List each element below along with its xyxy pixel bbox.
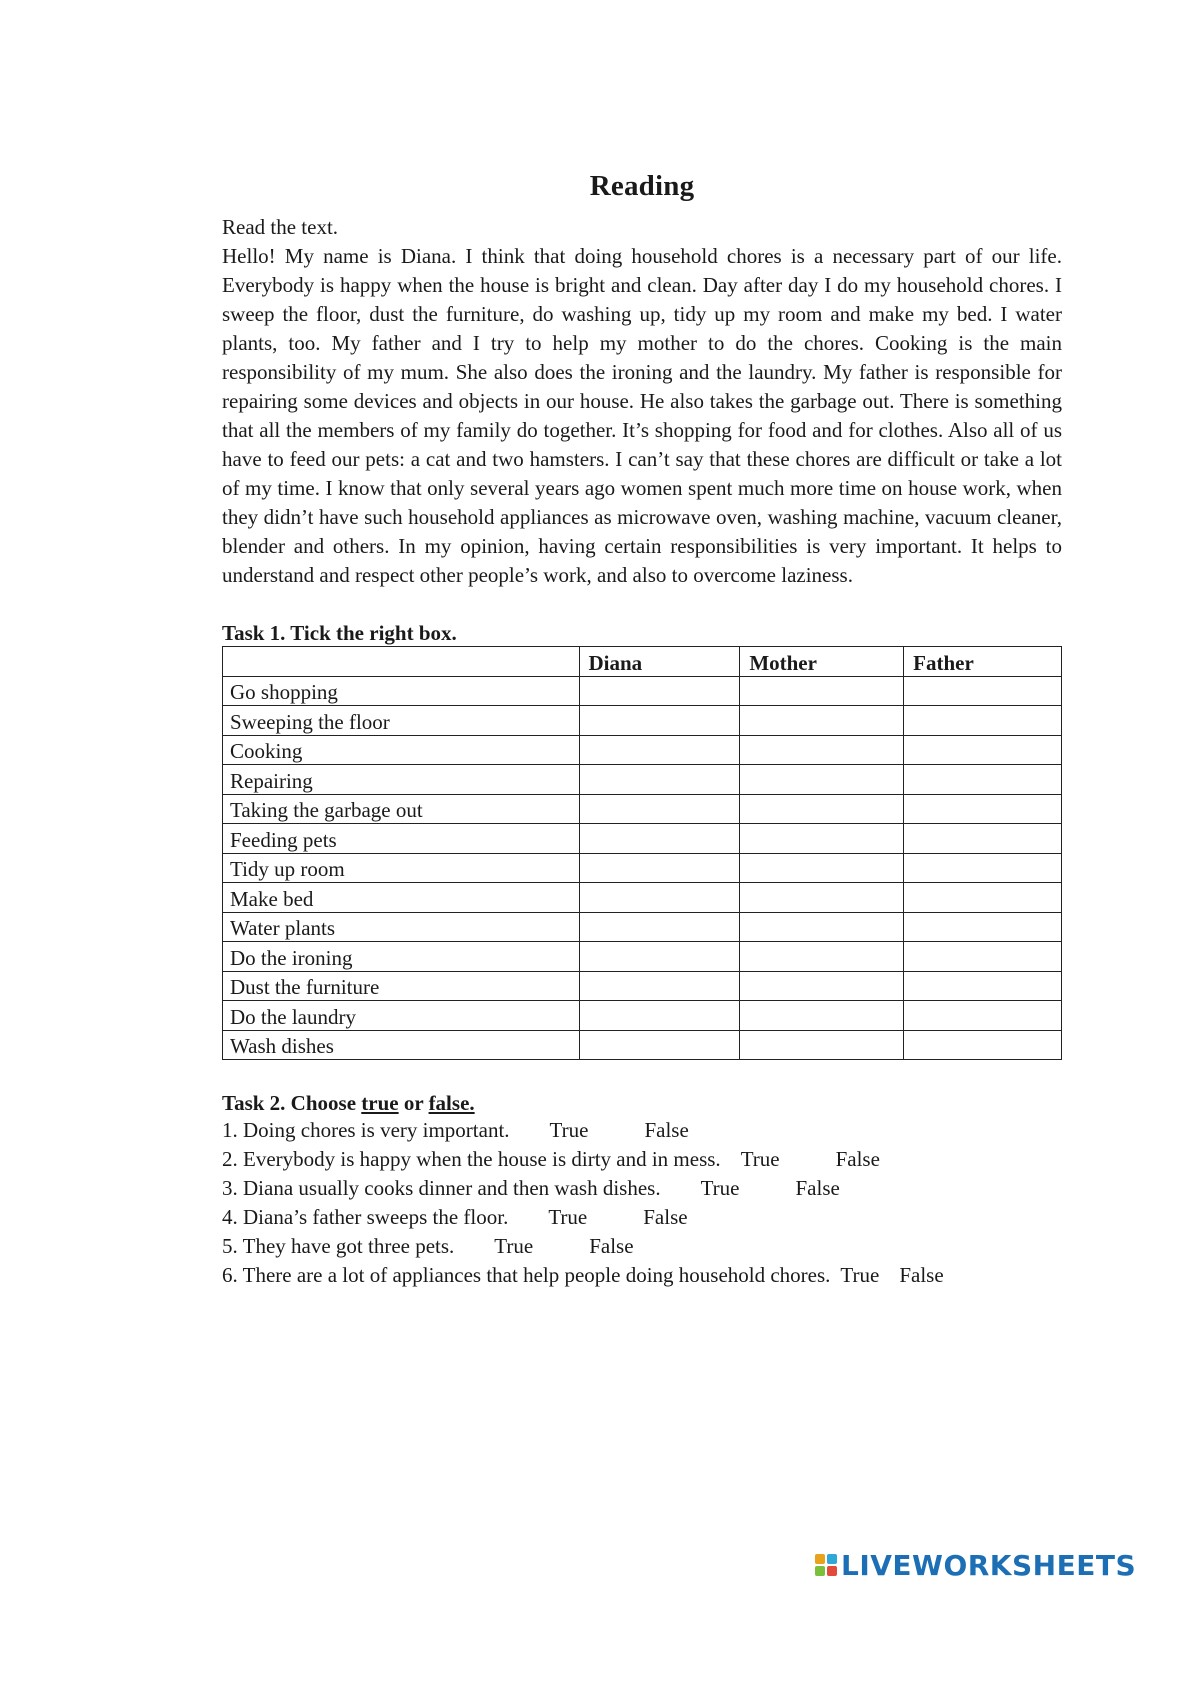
table-row [223, 971, 1062, 1001]
tick-box-father[interactable] [904, 676, 1062, 706]
tick-box-father[interactable] [904, 824, 1062, 854]
chore-label: Tidy up room [223, 853, 580, 883]
chore-label: Wash dishes [223, 1030, 580, 1060]
worksheet-page [222, 170, 1062, 1290]
true-false-list [222, 1116, 1062, 1290]
column-header-diana: Diana [579, 647, 740, 677]
chore-label: Water plants [223, 912, 580, 942]
tick-box-diana[interactable] [579, 1001, 740, 1031]
true-option[interactable]: True [700, 1176, 740, 1200]
column-header-father: Father [904, 647, 1062, 677]
chore-label: Repairing [223, 765, 580, 795]
reading-passage: Hello! My name is Diana. I think that doing household chores is a necessary part of our life. Everybody is happy when the house is bright and clean. Day after day I do my household chores. I sweep the floor, dust the furniture, do washing up, tidy up my room and make my bed. I water plants, too. My father and I try to help my mother to do the chores. Cooking is the main responsibility of my mum. She also does the ironing and the laundry. My father is responsible for repairing some devices and objects in our house. He also takes the garbage out. There is something that all the members of my family do together. It’s shopping for food and for clothes. Also all of us have to feed our pets: a cat and two hamsters. I can’t say that these chores are difficult or take a lot of my time. I know that only several years ago women spent much more time on house work, when they didn’t have such household appliances as microwave oven, washing machine, vacuum cleaner, blender and others. In my opinion, having certain responsibilities is very important. It helps to understand and respect other people’s work, and also to overcome laziness. [222, 244, 1062, 587]
list-item [222, 1232, 1062, 1261]
tick-box-diana[interactable] [579, 942, 740, 972]
statement-text: 1. Doing chores is very important. [222, 1118, 510, 1142]
tick-box-mother[interactable] [740, 912, 904, 942]
tick-box-father[interactable] [904, 883, 1062, 913]
reading-instruction: Read the text. [222, 215, 339, 239]
false-option[interactable]: False [795, 1176, 840, 1200]
task2-heading [222, 1090, 1062, 1116]
true-option[interactable]: True [840, 1263, 880, 1287]
task2-heading-prefix: Task 2. Choose [222, 1091, 362, 1115]
tick-box-mother[interactable] [740, 883, 904, 913]
tick-box-mother[interactable] [740, 971, 904, 1001]
list-item [222, 1174, 1062, 1203]
tick-box-diana[interactable] [579, 883, 740, 913]
tick-box-father[interactable] [904, 942, 1062, 972]
tick-box-father[interactable] [904, 1030, 1062, 1060]
tick-box-diana[interactable] [579, 824, 740, 854]
column-header-mother: Mother [740, 647, 904, 677]
chore-label: Feeding pets [223, 824, 580, 854]
tick-box-diana[interactable] [579, 853, 740, 883]
tick-box-mother[interactable] [740, 853, 904, 883]
statement-text: 3. Diana usually cooks dinner and then wash dishes. [222, 1176, 661, 1200]
chore-label: Do the ironing [223, 942, 580, 972]
table-header-row [223, 647, 1062, 677]
chore-label: Make bed [223, 883, 580, 913]
tick-box-diana[interactable] [579, 676, 740, 706]
statement-text: 4. Diana’s father sweeps the floor. [222, 1205, 509, 1229]
false-option[interactable]: False [835, 1147, 880, 1171]
tick-box-mother[interactable] [740, 1030, 904, 1060]
tick-box-mother[interactable] [740, 824, 904, 854]
chore-label: Go shopping [223, 676, 580, 706]
false-option[interactable]: False [644, 1118, 689, 1142]
tick-box-diana[interactable] [579, 912, 740, 942]
tick-box-father[interactable] [904, 706, 1062, 736]
tick-box-father[interactable] [904, 1001, 1062, 1031]
task2-heading-true: true [361, 1091, 399, 1115]
list-item [222, 1145, 1062, 1174]
chore-label: Cooking [223, 735, 580, 765]
tick-box-mother[interactable] [740, 676, 904, 706]
true-option[interactable]: True [740, 1147, 780, 1171]
task2-heading-false: false. [428, 1091, 475, 1115]
tick-box-mother[interactable] [740, 735, 904, 765]
table-row [223, 735, 1062, 765]
chores-table [222, 646, 1062, 1060]
tick-box-diana[interactable] [579, 735, 740, 765]
liveworksheets-logo [815, 1545, 1135, 1585]
tick-box-diana[interactable] [579, 794, 740, 824]
liveworksheets-logo-text: LIVEWORKSHEETS [841, 1548, 1137, 1582]
task2-heading-or: or [398, 1091, 429, 1115]
table-row [223, 765, 1062, 795]
task1-heading: Task 1. Tick the right box. [222, 621, 457, 645]
tick-box-mother[interactable] [740, 942, 904, 972]
statement-text: 5. They have got three pets. [222, 1234, 455, 1258]
false-option[interactable]: False [589, 1234, 634, 1258]
column-header-chore [223, 647, 580, 677]
tick-box-diana[interactable] [579, 1030, 740, 1060]
statement-text: 6. There are a lot of appliances that help people doing household chores. [222, 1263, 831, 1287]
table-row [223, 942, 1062, 972]
chore-label: Do the laundry [223, 1001, 580, 1031]
list-item [222, 1261, 1062, 1290]
table-row [223, 824, 1062, 854]
page-title: Reading [589, 170, 695, 202]
tick-box-father[interactable] [904, 735, 1062, 765]
tick-box-mother[interactable] [740, 765, 904, 795]
list-item [222, 1203, 1062, 1232]
chore-label: Taking the garbage out [223, 794, 580, 824]
tick-box-diana[interactable] [579, 971, 740, 1001]
tick-box-diana[interactable] [579, 765, 740, 795]
tick-box-father[interactable] [904, 912, 1062, 942]
liveworksheets-logo-icon [815, 1554, 837, 1576]
tick-box-father[interactable] [904, 971, 1062, 1001]
tick-box-father[interactable] [904, 794, 1062, 824]
list-item [222, 1116, 1062, 1145]
true-option[interactable]: True [549, 1118, 589, 1142]
tick-box-mother[interactable] [740, 706, 904, 736]
true-option[interactable]: True [548, 1205, 588, 1229]
table-row [223, 1030, 1062, 1060]
false-option[interactable]: False [643, 1205, 688, 1229]
chore-label: Sweeping the floor [223, 706, 580, 736]
tick-box-mother[interactable] [740, 794, 904, 824]
tick-box-mother[interactable] [740, 1001, 904, 1031]
table-row [223, 853, 1062, 883]
table-row [223, 794, 1062, 824]
statement-text: 2. Everybody is happy when the house is dirty and in mess. [222, 1147, 721, 1171]
true-option[interactable]: True [494, 1234, 534, 1258]
table-row [223, 1001, 1062, 1031]
table-row [223, 706, 1062, 736]
table-row [223, 676, 1062, 706]
false-option[interactable]: False [899, 1263, 944, 1287]
table-row [223, 912, 1062, 942]
tick-box-diana[interactable] [579, 706, 740, 736]
tick-box-father[interactable] [904, 853, 1062, 883]
table-row [223, 883, 1062, 913]
tick-box-father[interactable] [904, 765, 1062, 795]
chore-label: Dust the furniture [223, 971, 580, 1001]
